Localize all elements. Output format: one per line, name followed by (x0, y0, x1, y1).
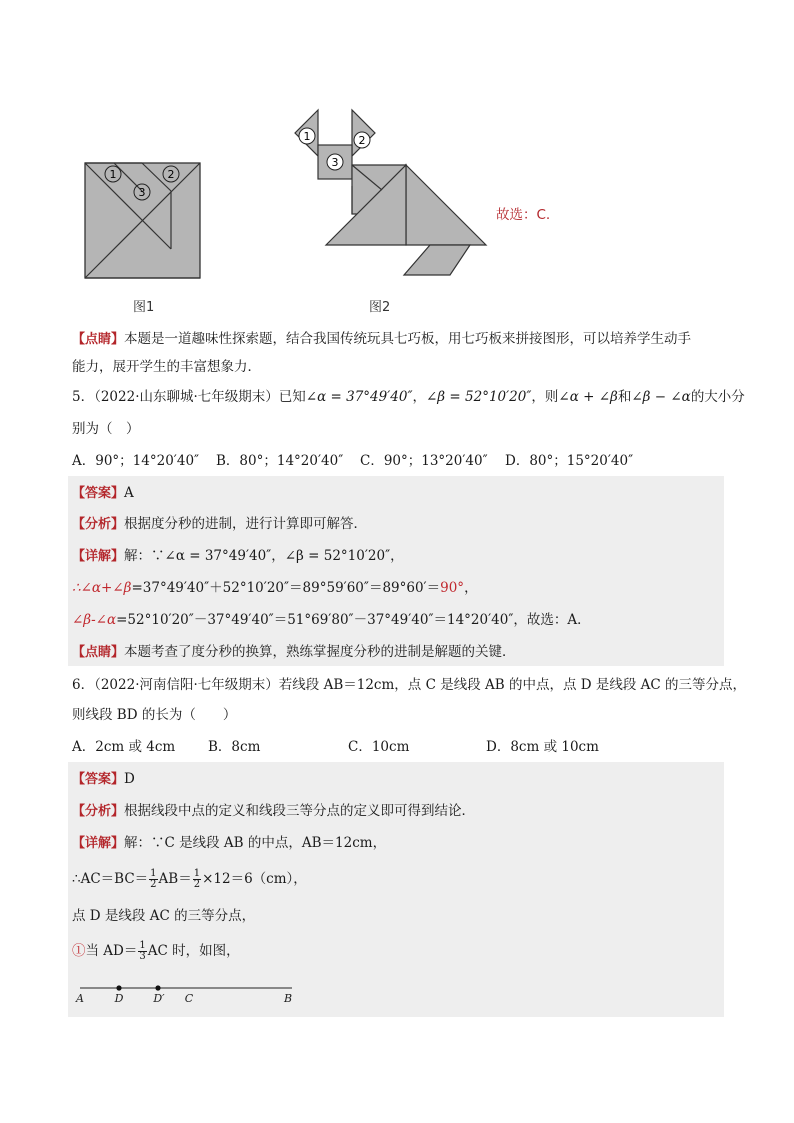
fraction-one-third: $\frac{1}{3}$ (139, 940, 146, 962)
p4-dianjing-line-1: 【点睛】本题是一道趣味性探索题，结合我国传统玩具七巧板，用七巧板来拼接图形，可以培养学生动手 (72, 331, 692, 347)
figure-1-caption: 图1 (133, 300, 155, 315)
answer-choice-c: 故选：C. (496, 207, 551, 223)
q6-analysis: 【分析】根据线段中点的定义和线段三等分点的定义即可得到结论． (72, 803, 476, 819)
svg-text:2: 2 (358, 134, 366, 147)
svg-text:2: 2 (167, 168, 175, 181)
label-c: C (184, 992, 194, 1005)
svg-text:3: 3 (331, 156, 339, 169)
q5-stem-line-2: 别为（ ） (72, 421, 140, 437)
label-d: D (114, 992, 124, 1005)
fraction-one-half: $\frac{1}{2}$ (193, 868, 201, 890)
q6-answer: 【答案】D (72, 771, 135, 787)
dianjing-tag: 【点睛】 (72, 332, 125, 347)
q5-answer: 【答案】A (72, 485, 134, 501)
q6-detail-line-3: 点 D 是线段 AC 的三等分点， (72, 908, 256, 924)
figure-2-caption: 图2 (369, 300, 391, 315)
q5-option-a: A．90°；14°20′40″ (72, 453, 200, 469)
q6-detail-line-2: ∴AC＝BC＝ $\frac{1}{2}$ AB＝ $\frac{1}{2}$ ×12＝6（cm）， (72, 868, 307, 890)
q5-detail-line-3: ∠β-∠α=52°10′20″－37°49′40″＝51°69′80″－37°49′40″＝14°20′40″，故选：A． (72, 612, 591, 628)
point-d-prime (155, 985, 160, 990)
q5-analysis: 【分析】根据度分秒的进制，进行计算即可解答． (72, 516, 368, 532)
q5-detail-line-2: ∴∠α+∠β=37°49′40″＋52°10′20″＝89°59′60″＝89°60′＝90°， (72, 580, 478, 596)
q6-stem-line-1: 6．（2022·河南信阳·七年级期末）若线段 AB＝12cm，点 C 是线段 AB 的中点，点 D 是线段 AC 的三等分点， (72, 677, 747, 693)
label-d-prime: D′ (153, 992, 165, 1005)
label-a: A (76, 992, 84, 1005)
q6-options (72, 738, 599, 756)
segment-diagram (72, 982, 298, 1006)
circled-number-1: ① (72, 943, 86, 959)
svg-text:3: 3 (138, 186, 146, 199)
tangram-figure-1 (80, 158, 210, 286)
svg-text:1: 1 (109, 168, 117, 181)
q5-option-b: B．80°；14°20′40″ (216, 453, 344, 469)
q6-detail-line-4: ①当 AD＝ $\frac{1}{3}$ AC 时，如图， (72, 940, 240, 962)
piece-label-3 (327, 154, 343, 170)
q6-option-d: D．8cm 或 10cm (486, 739, 599, 755)
q5-options (72, 452, 633, 470)
piece-label-2 (354, 132, 370, 148)
q6-option-c: C．10cm (348, 739, 410, 755)
q5-detail-line-1: 【详解】解：∵∠α = 37°49′40″，∠β = 52°10′20″， (72, 548, 404, 564)
q6-option-b: B．8cm (208, 739, 261, 755)
q5-dianjing: 【点睛】本题考查了度分秒的换算，熟练掌握度分秒的进制是解题的关键． (72, 644, 516, 660)
q6-option-a: A．2cm 或 4cm (72, 739, 176, 755)
p4-dianjing-line-2: 能力，展开学生的丰富想象力． (72, 359, 261, 375)
svg-text:1: 1 (303, 130, 311, 143)
q5-option-d: D．80°；15°20′40″ (505, 453, 634, 469)
label-b: B (283, 992, 293, 1005)
q6-stem-line-2: 则线段 BD 的长为（ ） (72, 707, 237, 723)
q5-solution-box (68, 476, 724, 666)
q5-option-c: C．90°；13°20′40″ (360, 453, 488, 469)
fraction-one-half: $\frac{1}{2}$ (150, 868, 157, 890)
tangram-figure-2 (290, 108, 490, 280)
piece-label-1 (299, 128, 315, 144)
q6-detail-line-1: 【详解】解：∵C 是线段 AB 的中点，AB＝12cm， (72, 835, 387, 851)
point-d (116, 985, 121, 990)
q5-stem-line-1: 5．（2022·山东聊城·七年级期末）已知∠α = 37°49′40″，∠β = 52°10′20″，则∠α + ∠β和∠β − ∠α的大小分 (72, 389, 745, 405)
